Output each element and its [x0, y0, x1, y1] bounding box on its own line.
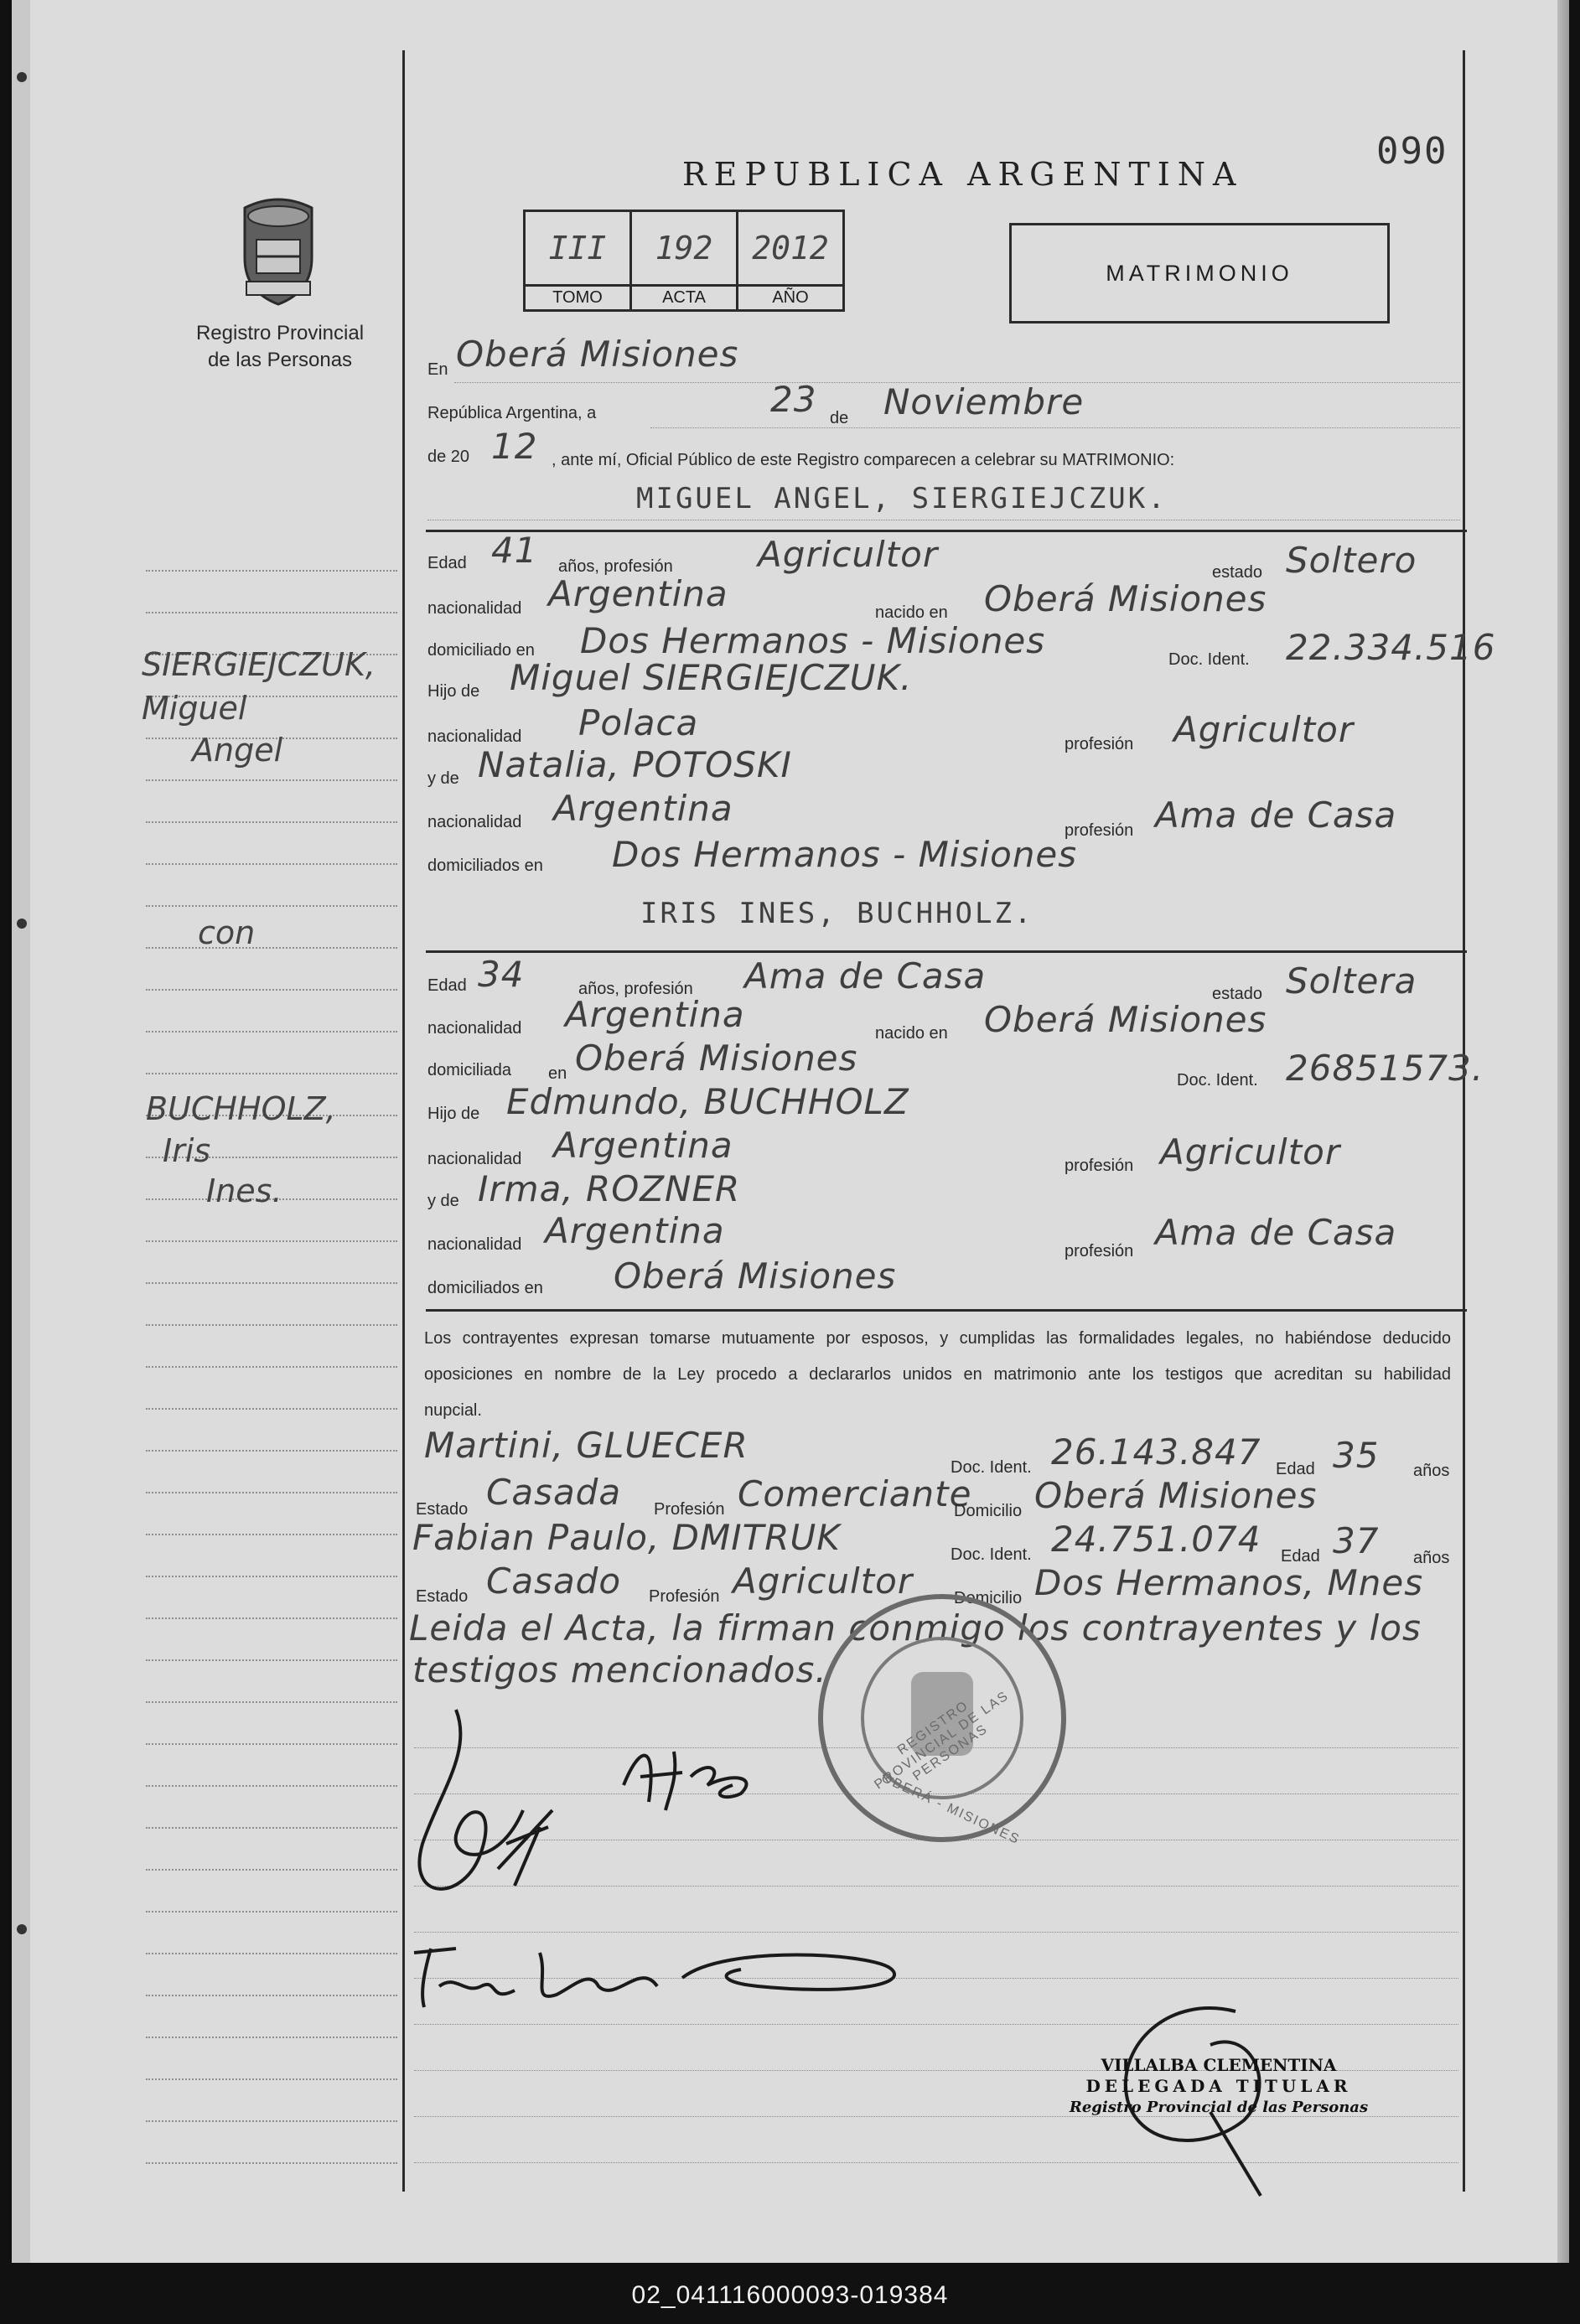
- bride-en-label: en: [548, 1064, 567, 1083]
- margin-line: [146, 1282, 397, 1284]
- witness1-estado: Casada: [486, 1472, 622, 1513]
- groom-madre-prof-label: profesión: [1065, 821, 1134, 840]
- section-divider: [426, 530, 1467, 532]
- bride-full-name: IRIS INES, BUCHHOLZ.: [640, 897, 1034, 930]
- margin-line: [146, 821, 397, 823]
- groom-nacionalidad-label: nacionalidad: [427, 599, 522, 618]
- acta-value: 192: [655, 230, 713, 267]
- bride-hijo-label: Hijo de: [427, 1105, 480, 1123]
- bride-nacida-label: nacido en: [875, 1024, 948, 1043]
- bride-domicilio: Oberá Misiones: [575, 1038, 858, 1079]
- day-value: 23: [770, 379, 817, 420]
- groom-padre-prof-label: profesión: [1065, 735, 1134, 753]
- margin-line: [146, 570, 397, 572]
- witness2-edad-label: Edad: [1281, 1547, 1320, 1566]
- bride-padres-dom-label: domiciliados en: [427, 1279, 543, 1297]
- margin-bride-name: Iris: [163, 1132, 211, 1169]
- witness2-profesion: Agricultor: [733, 1561, 914, 1602]
- margin-line: [146, 1450, 397, 1452]
- country-heading: REPUBLICA ARGENTINA: [682, 156, 1244, 193]
- tomo-cell: [526, 212, 632, 309]
- bride-signature-icon: [607, 1726, 783, 1827]
- en-label: En: [427, 360, 448, 379]
- groom-padre-profesion: Agricultor: [1173, 709, 1355, 750]
- record-reference-box: [523, 210, 845, 312]
- witness1-doc-label: Doc. Ident.: [951, 1458, 1032, 1477]
- margin-line: [146, 1743, 397, 1745]
- bride-padre-profesion: Agricultor: [1160, 1131, 1341, 1172]
- margin-line: [146, 1827, 397, 1829]
- margin-groom-surname: SIERGIEJCZUK,: [142, 646, 376, 683]
- bride-doc-label: Doc. Ident.: [1177, 1071, 1258, 1090]
- groom-edad: 41: [491, 530, 538, 571]
- bride-nacionalidad-label: nacionalidad: [427, 1019, 522, 1038]
- witness1-dom-label: Domicilio: [954, 1502, 1023, 1520]
- right-border: [1463, 50, 1465, 2192]
- witness2-anos-label: años: [1413, 1549, 1450, 1567]
- witness2-prof-label: Profesión: [649, 1587, 720, 1606]
- place-value: Oberá Misiones: [456, 334, 739, 375]
- groom-padre-nacionalidad: Polaca: [578, 702, 699, 743]
- bride-profesion: Ama de Casa: [744, 955, 987, 996]
- groom-signature-icon: [406, 1701, 573, 1919]
- margin-bride-name: Ines.: [206, 1172, 282, 1209]
- margin-line: [146, 1031, 397, 1033]
- margin-line: [146, 1408, 397, 1410]
- witness1-profesion: Comerciante: [738, 1473, 972, 1514]
- witness2-name: Fabian Paulo, DMITRUK: [412, 1517, 841, 1558]
- groom-anos-profesion-label: años, profesión: [558, 557, 673, 576]
- groom-madre-label: y de: [427, 769, 459, 788]
- acta-label: ACTA: [632, 284, 736, 309]
- groom-madre-nac-label: nacionalidad: [427, 813, 522, 831]
- margin-line: [146, 1073, 397, 1074]
- groom-doc-ident: 22.334.516: [1286, 627, 1496, 668]
- year-value: 12: [491, 426, 538, 467]
- groom-madre-nacionalidad: Argentina: [553, 788, 733, 829]
- margin-line: [146, 1995, 397, 1996]
- groom-domicilio-label: domiciliado en: [427, 641, 535, 660]
- margin-line: [146, 1953, 397, 1954]
- closing-line: Leida el Acta, la firman conmigo los contrayentes y los: [409, 1607, 1422, 1649]
- groom-nacionalidad: Argentina: [548, 573, 728, 614]
- witness1-anos-label: años: [1413, 1462, 1450, 1480]
- bride-padre-prof-label: profesión: [1065, 1157, 1134, 1175]
- witness1-domicilio: Oberá Misiones: [1034, 1475, 1318, 1516]
- witness1-estado-label: Estado: [416, 1500, 469, 1519]
- margin-line: [146, 905, 397, 907]
- bride-padres-domicilio: Oberá Misiones: [614, 1255, 897, 1297]
- margin-line: [146, 1617, 397, 1619]
- groom-edad-label: Edad: [427, 554, 467, 572]
- groom-nacido-en: Oberá Misiones: [984, 578, 1267, 619]
- margin-line: [146, 1911, 397, 1913]
- de-label: de: [830, 409, 849, 427]
- bride-madre: Irma, ROZNER: [478, 1168, 741, 1209]
- margin-con: con: [198, 914, 256, 951]
- anio-label: AÑO: [738, 284, 842, 309]
- margin-line: [146, 1869, 397, 1871]
- anio-cell: [738, 212, 842, 309]
- witness2-domicilio: Dos Hermanos, Mnes: [1034, 1562, 1424, 1603]
- binding-hole: [17, 72, 27, 82]
- margin-line: [146, 1785, 397, 1787]
- margin-line: [146, 863, 397, 865]
- act-type-box: MATRIMONIO: [1009, 223, 1390, 323]
- margin-line: [146, 1366, 397, 1368]
- bride-edad: 34: [478, 954, 525, 995]
- witness1-edad-label: Edad: [1276, 1460, 1315, 1478]
- witness-signature-icon: [406, 1928, 909, 2020]
- registry-name-line: de las Personas: [207, 349, 353, 371]
- witness1-edad: 35: [1333, 1435, 1380, 1476]
- bride-edad-label: Edad: [427, 976, 467, 995]
- page-binding: [12, 0, 30, 2263]
- month-value: Noviembre: [883, 381, 1085, 422]
- groom-full-name: MIGUEL ANGEL, SIERGIEJCZUK.: [636, 482, 1168, 515]
- section-divider: [426, 1309, 1467, 1312]
- bride-madre-profesion: Ama de Casa: [1155, 1212, 1397, 1253]
- archive-id: 02_041116000093-019384: [631, 2281, 949, 2309]
- anio-value: 2012: [752, 230, 829, 267]
- margin-line: [146, 1576, 397, 1577]
- registry-name-line: Registro Provincial: [195, 322, 365, 344]
- margin-line: [146, 1324, 397, 1326]
- witness2-doc: 24.751.074: [1051, 1519, 1261, 1560]
- witness1-prof-label: Profesión: [654, 1500, 725, 1519]
- bride-padre-nacionalidad: Argentina: [553, 1125, 733, 1166]
- closing-line: testigos mencionados.: [412, 1649, 827, 1690]
- bride-madre-nacionalidad: Argentina: [545, 1210, 725, 1251]
- witness1-name: Martini, GLUECER: [424, 1425, 749, 1466]
- margin-line: [146, 1534, 397, 1535]
- margin-bride-surname: BUCHHOLZ,: [146, 1090, 336, 1127]
- formal-declaration: Los contrayentes expresan tomarse mutuamente por esposos, y cumplidas las formalidades legales, no habiéndose deducido oposiciones en nombre de la Ley procedo a declararlos unidos en matrimonio ante los testigos que acreditan su habilidad nupcial.: [424, 1329, 1451, 1420]
- tomo-label: TOMO: [526, 284, 629, 309]
- groom-nacido-label: nacido en: [875, 603, 948, 622]
- bride-estado-label: estado: [1212, 985, 1263, 1003]
- round-seal-text: REGISTRO PROVINCIAL DE LAS PERSONAS: [872, 1688, 1013, 1793]
- margin-groom-name: Angel: [192, 732, 283, 769]
- margin-line: [146, 779, 397, 781]
- ruled-line: [414, 2024, 1458, 2025]
- witness2-dom-label: Domicilio: [954, 1589, 1023, 1607]
- stamp-official-title: DELEGADA TITULAR: [1085, 2076, 1352, 2096]
- margin-line: [146, 2037, 397, 2038]
- bride-madre-prof-label: profesión: [1065, 1242, 1134, 1260]
- margin-line: [146, 989, 397, 991]
- bride-madre-label: y de: [427, 1192, 459, 1210]
- bride-domiciliada-label: domiciliada: [427, 1061, 512, 1079]
- bride-nacionalidad: Argentina: [565, 994, 745, 1035]
- margin-line: [146, 2078, 397, 2080]
- groom-padre-nac-label: nacionalidad: [427, 727, 522, 746]
- bride-doc-ident: 26851573.: [1286, 1048, 1484, 1089]
- tomo-value: III: [548, 230, 607, 267]
- ruled-line: [414, 2162, 1458, 2163]
- bride-padre-nac-label: nacionalidad: [427, 1150, 522, 1168]
- year-prefix-label: de 20: [427, 448, 470, 466]
- groom-profesion: Agricultor: [758, 534, 939, 575]
- margin-line: [146, 1492, 397, 1493]
- stamp-office-name: Registro Provincial de las Personas: [1069, 2099, 1369, 2116]
- margin-line: [146, 1701, 397, 1703]
- bride-nacida-en: Oberá Misiones: [984, 999, 1267, 1040]
- margin-line: [146, 947, 397, 949]
- stamp-official-name: VILLALBA CLEMENTINA: [1101, 2055, 1337, 2075]
- groom-estado-label: estado: [1212, 563, 1263, 582]
- folio-number: 090: [1376, 130, 1448, 173]
- provincial-coat-of-arms-icon: [228, 191, 329, 308]
- groom-padres-dom-label: domiciliados en: [427, 857, 543, 875]
- witness2-doc-label: Doc. Ident.: [951, 1545, 1032, 1564]
- margin-divider: [402, 50, 405, 2192]
- fill-line: [650, 427, 1460, 428]
- witness2-estado: Casado: [486, 1561, 622, 1602]
- section-divider: [426, 950, 1467, 953]
- margin-line: [146, 1240, 397, 1242]
- groom-estado: Soltero: [1286, 540, 1417, 581]
- margin-line: [146, 1659, 397, 1661]
- margin-line: [146, 612, 397, 613]
- groom-padre: Miguel SIERGIEJCZUK.: [510, 657, 913, 698]
- round-seal-text: OBERÁ - MISIONES: [878, 1770, 1023, 1848]
- witness2-estado-label: Estado: [416, 1587, 469, 1606]
- binding-hole: [17, 1924, 27, 1934]
- groom-doc-label: Doc. Ident.: [1168, 650, 1250, 669]
- bride-anos-profesion-label: años, profesión: [578, 980, 693, 998]
- bride-padre: Edmundo, BUCHHOLZ: [506, 1081, 909, 1122]
- groom-padres-domicilio: Dos Hermanos - Misiones: [612, 834, 1078, 875]
- witness1-doc: 26.143.847: [1051, 1431, 1261, 1473]
- witness2-edad: 37: [1333, 1520, 1380, 1561]
- groom-domicilio: Dos Hermanos - Misiones: [580, 620, 1046, 661]
- bride-madre-nac-label: nacionalidad: [427, 1235, 522, 1254]
- official-name-stamp: [1068, 2055, 1370, 2118]
- margin-groom-name: Miguel: [142, 690, 247, 727]
- acta-cell: [632, 212, 738, 309]
- bride-estado: Soltera: [1286, 960, 1417, 1002]
- registry-name: [171, 320, 389, 374]
- binding-hole: [17, 919, 27, 929]
- groom-madre-profesion: Ama de Casa: [1155, 795, 1397, 836]
- margin-line: [146, 2162, 397, 2164]
- margin-line: [146, 2120, 397, 2122]
- groom-hijo-label: Hijo de: [427, 682, 480, 701]
- intro-statement: , ante mí, Oficial Público de este Registro comparecen a celebrar su MATRIMONIO:: [552, 451, 1175, 469]
- record-page: [12, 0, 1569, 2263]
- republic-label: República Argentina, a: [427, 404, 597, 422]
- groom-madre: Natalia, POTOSKI: [478, 744, 792, 785]
